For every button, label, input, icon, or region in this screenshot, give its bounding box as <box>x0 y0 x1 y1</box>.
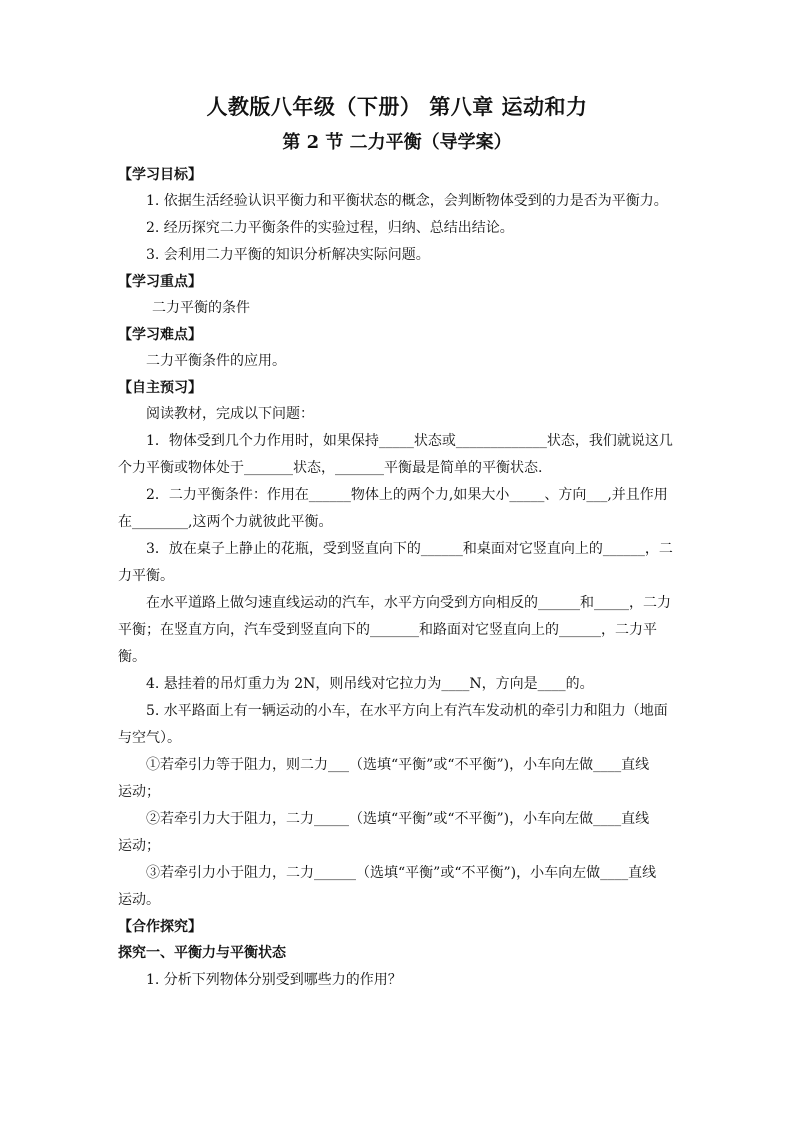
question-5b-line: ②若牵引力大于阻力，二力_____（选填“平衡”或“不平衡”)，小车向左做____直线 <box>146 811 650 827</box>
question-5c-line: 运动。 <box>118 892 160 908</box>
question-2-line: 2．二力平衡条件：作用在______物体上的两个力,如果大小_____、方向___,并且作用 <box>146 487 668 503</box>
question-2-line: 在________,这两个力就彼此平衡。 <box>118 514 333 530</box>
question-3b-line: 平衡；在竖直方向，汽车受到竖直向下的_______和路面对它竖直向上的______，二力平 <box>118 622 657 638</box>
question-3-line: 3．放在桌子上静止的花瓶，受到竖直向下的______和桌面对它竖直向上的______，二 <box>146 541 673 557</box>
preview-intro: 阅读教材，完成以下问题： <box>146 406 314 422</box>
key-text: 二力平衡的条件 <box>152 300 250 316</box>
doc-title: 人教版八年级（下册） 第八章 运动和力 <box>206 94 588 119</box>
coop-heading: 【合作探究】 <box>118 919 202 935</box>
question-1-line: 个力平衡或物体处于_______状态，_______平衡最是简单的平衡状态. <box>118 460 543 476</box>
question-3b-line: 在水平道路上做匀速直线运动的汽车，水平方向受到方向相反的______和_____，二力 <box>146 595 671 611</box>
question-5a-line: 运动； <box>118 784 160 800</box>
question-5b-line: 运动； <box>118 838 160 854</box>
goals-heading: 【学习目标】 <box>118 167 202 183</box>
question-5c-line: ③若牵引力小于阻力，二力______（选填“平衡”或“不平衡”)，小车向左做____直线 <box>146 865 657 881</box>
explore-1-heading: 探究一、平衡力与平衡状态 <box>118 945 286 961</box>
question-5-line: 5. 水平路面上有一辆运动的小车，在水平方向上有汽车发动机的牵引力和阻力（地面 <box>146 703 668 719</box>
goal-item: 2. 经历探究二力平衡条件的实验过程，归纳、总结出结论。 <box>146 220 514 236</box>
goal-item: 1. 依据生活经验认识平衡力和平衡状态的概念，会判断物体受到的力是否为平衡力。 <box>146 193 668 209</box>
doc-subtitle: 第 2 节 二力平衡（导学案） <box>282 132 512 153</box>
difficulty-heading: 【学习难点】 <box>118 327 202 343</box>
goal-item: 3. 会利用二力平衡的知识分析解决实际问题。 <box>146 247 430 263</box>
question-5-line: 与空气）。 <box>118 730 181 746</box>
question-3b-line: 衡。 <box>118 649 146 665</box>
difficulty-text: 二力平衡条件的应用。 <box>146 353 286 369</box>
question-3-line: 力平衡。 <box>118 568 174 584</box>
key-heading: 【学习重点】 <box>118 274 202 290</box>
question-5a-line: ①若牵引力等于阻力，则二力___（选填“平衡”或“不平衡”)，小车向左做____直线 <box>146 757 650 773</box>
question-1-line: 1．物体受到几个力作用时，如果保持_____状态或_____________状态，我们就说这几 <box>146 433 673 449</box>
question-4: 4. 悬挂着的吊灯重力为 2N，则吊线对它拉力为____N，方向是____的。 <box>146 676 594 692</box>
preview-heading: 【自主预习】 <box>118 380 202 396</box>
explore-1-question: 1. 分析下列物体分别受到哪些力的作用？ <box>146 972 402 988</box>
